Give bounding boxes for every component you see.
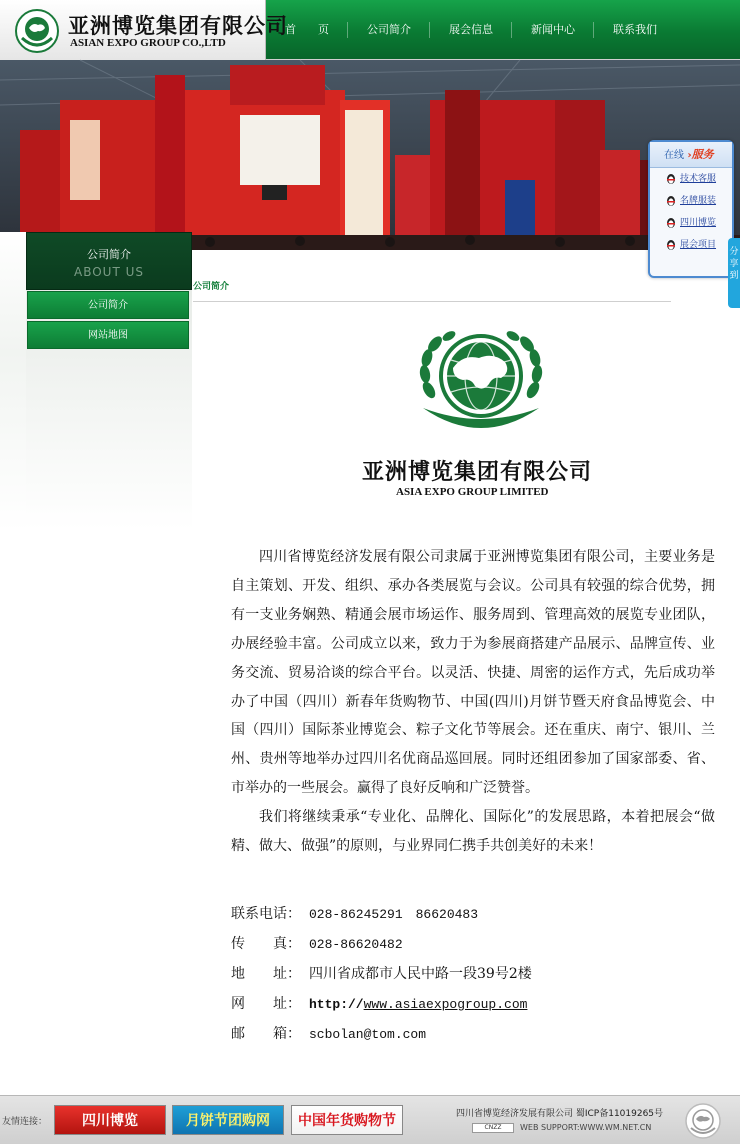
online-service-main: 服务 <box>691 148 714 161</box>
intro-paragraph: 四川省博览经济发展有限公司隶属于亚洲博览集团有限公司，主要业务是自主策划、开发、组织、承办各类展览与会议。公司具有较强的综合优势，拥有一支业务娴熟、精通会展市场运作、服务周到、管理高效的展览专业团队，办展经验丰富。公司成立以来，致力于为参展商搭建产品展示、品牌宣传、业务交流、贸易洽谈的综合平台。以灵活、快捷、周密的运作方式，先后成功举办了中国（四川）新春年货购物节、中国(四川)月饼节暨天府食品博览会、中国（四川）国际茶业博览会、粽子文化节等展会。还在重庆、南宁、银川、兰州、贵州等地举办过四川名优商品巡回展。同时还组团参加了国家部委、省、市举办的一些展会。赢得了良好反响和广泛赞誉。 <box>231 549 715 797</box>
divider <box>193 301 671 302</box>
contact-phone-value: 028-86245291 86620483 <box>309 907 479 922</box>
company-description <box>231 543 715 861</box>
friend-link-newyear-goods[interactable] <box>291 1105 403 1135</box>
nav-exhibitions[interactable]: 展会信息 <box>430 0 512 60</box>
nav-about[interactable]: 公司简介 <box>348 0 430 60</box>
online-service-title: 在线 ›服务 <box>650 142 732 168</box>
contact-email-row <box>231 1023 426 1043</box>
service-item-label: 四川博览 <box>680 218 717 228</box>
friend-link-label: 月饼节团购网 <box>186 1113 270 1129</box>
service-item-label: 名牌服装 <box>680 196 717 206</box>
logo-chinese-name: 亚洲博览集团有限公司 <box>68 13 288 38</box>
contact-fax-label: 传 真： <box>231 936 301 952</box>
contact-address-label: 地 址： <box>231 966 301 982</box>
share-tab[interactable]: 分享到 <box>728 238 740 308</box>
website-link[interactable]: www.asiaexpogroup.com <box>363 997 528 1012</box>
friend-link-mooncake[interactable] <box>172 1105 284 1135</box>
logo-english-name: ASIAN EXPO GROUP CO.,LTD <box>70 37 226 49</box>
breadcrumb: 公司简介 <box>193 282 230 292</box>
service-item-label: 技术客服 <box>680 174 717 184</box>
globe-emblem-icon <box>14 8 60 54</box>
logo[interactable] <box>0 0 288 60</box>
contact-web-prefix: http:// <box>309 997 364 1012</box>
online-service-prefix: 在线 <box>664 150 684 161</box>
footer-company-icp: 四川省博览经济发展有限公司 蜀ICP备11019265号 <box>456 1109 664 1119</box>
company-english-name: ASIA EXPO GROUP LIMITED <box>396 486 549 498</box>
footer <box>0 1095 740 1144</box>
contact-email-label: 邮 箱： <box>231 1026 301 1042</box>
cnzz-badge[interactable]: CNZZ <box>472 1123 514 1133</box>
service-item-projects[interactable] <box>650 234 732 256</box>
friend-link-label: 四川博览 <box>82 1113 138 1129</box>
service-item-tech[interactable] <box>650 168 732 190</box>
sidebar-item-sitemap[interactable]: 网站地图 <box>27 321 189 349</box>
company-chinese-name: 亚洲博览集团有限公司 <box>362 459 593 485</box>
vision-paragraph: 我们将继续秉承“专业化、品牌化、国际化”的发展思路，本着把展会“做精、做大、做强”的原则，与业界同仁携手共创美好的未来！ <box>231 809 715 855</box>
qq-penguin-icon <box>666 173 676 185</box>
sidebar-subtitle: ABOUT US <box>73 265 144 279</box>
sidebar-header <box>26 232 192 290</box>
contact-fax-value: 028-86620482 <box>309 937 403 952</box>
service-item-label: 展会项目 <box>680 240 717 250</box>
contact-web-row <box>231 993 527 1013</box>
contact-address-row <box>231 963 532 983</box>
contact-address-value: 四川省成都市人民中路一段39号2楼 <box>309 966 532 982</box>
contact-web-label: 网 址： <box>231 996 301 1012</box>
contact-email-value: scbolan@tom.com <box>309 1027 427 1042</box>
header <box>0 0 740 60</box>
service-item-clothing[interactable] <box>650 190 732 212</box>
nav-home[interactable]: 首 页 <box>266 0 348 60</box>
nav-news[interactable]: 新闻中心 <box>512 0 594 60</box>
nav-contact[interactable]: 联系我们 <box>613 23 657 36</box>
expo-hall-photo <box>0 60 740 250</box>
contact-fax-row <box>231 933 403 953</box>
contact-phone-label: 联系电话： <box>231 906 301 922</box>
qq-penguin-icon <box>666 195 676 207</box>
qq-penguin-icon <box>666 217 676 229</box>
sidebar-title: 公司简介 <box>87 248 131 261</box>
online-service-panel <box>648 140 734 278</box>
qq-penguin-icon <box>666 239 676 251</box>
friend-links-label: 友情连接： <box>2 1117 48 1127</box>
footer-globe-emblem-icon <box>684 1102 722 1140</box>
sidebar-item-about[interactable]: 公司简介 <box>27 291 189 319</box>
web-support: WEB SUPPORT:WWW.WM.NET.CN <box>520 1123 652 1132</box>
service-item-sichuan-expo[interactable] <box>650 212 732 234</box>
sidebar <box>0 232 192 532</box>
friend-link-sichuan-expo[interactable] <box>54 1105 166 1135</box>
contact-phone-row <box>231 903 478 923</box>
main-nav <box>266 0 676 60</box>
company-emblem-icon <box>415 328 547 436</box>
friend-link-label: 中国年货购物节 <box>298 1113 396 1129</box>
